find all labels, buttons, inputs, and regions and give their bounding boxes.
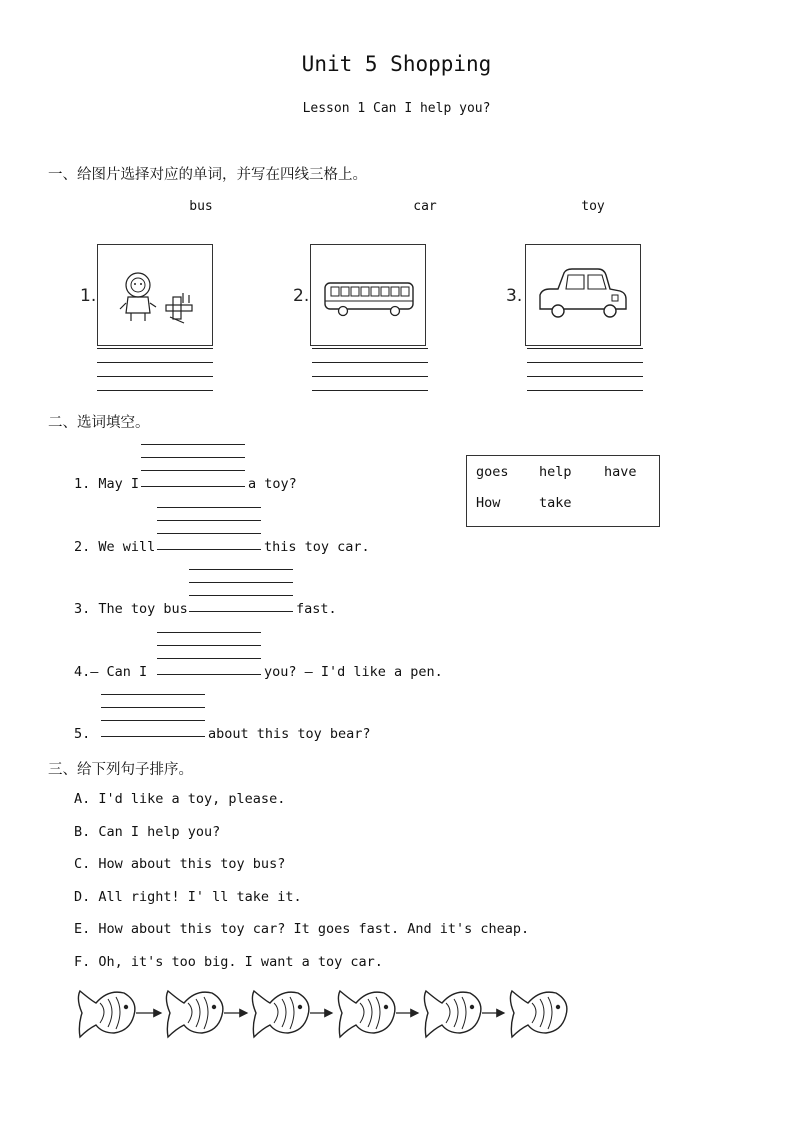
fish-icon[interactable] [510, 991, 566, 1037]
fill-item-4-before: 4.— Can I [74, 664, 148, 680]
word-bank-how: How [476, 495, 501, 511]
word-bank-take: take [539, 495, 572, 511]
word-toy: toy [581, 199, 605, 214]
picture-3-number: 3. [506, 286, 523, 306]
fill-item-2-before: 2. We will [74, 539, 156, 555]
part2-heading: 二、选词填空。 [48, 415, 150, 431]
word-bank-goes: goes [476, 464, 509, 480]
fill-item-5-blank[interactable] [101, 694, 205, 740]
word-bank-have: have [604, 464, 637, 480]
picture-1-number: 1. [80, 286, 97, 306]
sentence-b: B. Can I help you? [74, 824, 221, 840]
fill-item-2-after: this toy car. [264, 539, 370, 555]
car-icon [526, 245, 640, 345]
fill-item-5-before: 5. [74, 726, 91, 742]
sentence-e: E. How about this toy car? It goes fast. And it's cheap. [74, 921, 530, 937]
sentence-c: C. How about this toy bus? [74, 856, 286, 872]
picture-2-writing-lines[interactable] [312, 348, 428, 392]
picture-2-number: 2. [293, 286, 310, 306]
sentence-f: F. Oh, it's too big. I want a toy car. [74, 954, 383, 970]
sentence-d: D. All right! I' ll take it. [74, 889, 302, 905]
fill-item-2-blank[interactable] [157, 507, 261, 553]
fill-item-3-after: fast. [296, 601, 337, 617]
word-bank-help: help [539, 464, 572, 480]
part3-heading: 三、给下列句子排序。 [48, 762, 193, 778]
picture-1-writing-lines[interactable] [97, 348, 213, 392]
word-bus: bus [189, 199, 213, 214]
word-bank-box [466, 455, 660, 527]
fill-item-1-blank[interactable] [141, 444, 245, 490]
fish-icon[interactable] [338, 991, 394, 1037]
fill-item-4-blank[interactable] [157, 632, 261, 678]
word-car: car [413, 199, 437, 214]
bus-icon [311, 245, 425, 345]
fish-icon[interactable] [252, 991, 308, 1037]
fill-item-1-before: 1. May I [74, 476, 140, 492]
part1-heading: 一、给图片选择对应的单词，并写在四线三格上。 [48, 167, 367, 183]
fill-item-4-after: you? — I'd like a pen. [264, 664, 443, 680]
fill-item-3-blank[interactable] [189, 569, 293, 615]
fill-item-1-after: a toy? [248, 476, 297, 492]
fish-icon[interactable] [78, 991, 134, 1037]
picture-3-box [525, 244, 641, 346]
fish-ordering-row [74, 985, 569, 1041]
fill-item-5-after: about this toy bear? [208, 726, 371, 742]
fish-icon[interactable] [424, 991, 480, 1037]
fish-icon[interactable] [166, 991, 222, 1037]
picture-3-writing-lines[interactable] [527, 348, 643, 392]
page-title: Unit 5 Shopping [301, 52, 492, 76]
picture-1-box [97, 244, 213, 346]
toy-doll-and-plane-icon [98, 245, 212, 345]
lesson-subtitle: Lesson 1 Can I help you? [302, 101, 491, 116]
picture-2-box [310, 244, 426, 346]
sentence-a: A. I'd like a toy, please. [74, 791, 286, 807]
fill-item-3-before: 3. The toy bus [74, 601, 188, 617]
